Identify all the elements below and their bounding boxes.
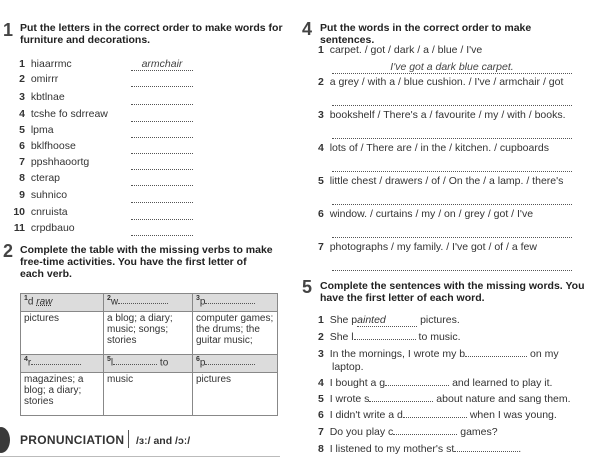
table-header-cell[interactable]: $^6$p xyxy=(193,355,278,373)
list-item: 4 lots of / There are / in the / kitchen. / cupboards xyxy=(318,142,549,154)
answer-blank[interactable] xyxy=(454,451,518,452)
answer-blank[interactable] xyxy=(131,61,193,71)
page-cut-line xyxy=(0,456,280,457)
answer-blank[interactable] xyxy=(131,112,193,122)
table-header-cell[interactable]: $^5$l to xyxy=(104,355,193,373)
list-item: 4 I bought a g and learned to play it. xyxy=(318,377,553,389)
answer-blank[interactable] xyxy=(131,77,193,87)
answer-blank[interactable] xyxy=(131,176,193,186)
list-item: 11 crpdbauo xyxy=(13,222,75,234)
answer-blank[interactable] xyxy=(332,261,572,271)
list-item: 3 bookshelf / There's a / favourite / my / with / books. xyxy=(318,109,566,121)
table-row xyxy=(21,294,278,312)
answer-blank[interactable] xyxy=(332,162,572,172)
answer-blank[interactable] xyxy=(332,195,572,205)
table-header-cell[interactable]: $^1$d raw xyxy=(21,294,104,312)
exercise-1-number: 1 xyxy=(3,20,14,40)
table-cell: pictures xyxy=(21,312,104,355)
exercise-2-heading-line2: free-time activities. You have the first letter of xyxy=(20,256,247,268)
answer-blank[interactable] xyxy=(131,193,193,203)
list-item: 6 bklfhoose xyxy=(19,140,76,152)
list-item: 2 She l to music. xyxy=(318,331,461,343)
answer-blank[interactable] xyxy=(385,385,449,386)
list-item: 4 tcshe fo sdrreaw xyxy=(19,108,108,120)
answer-blank[interactable] xyxy=(332,129,572,139)
exercise-1-heading-line1: Put the letters in the correct order to make words for xyxy=(20,22,283,34)
table-header-cell[interactable]: $^3$p xyxy=(193,294,278,312)
exercise-5-number: 5 xyxy=(302,277,313,297)
table-header-cell[interactable]: $^2$w xyxy=(104,294,193,312)
pronunciation-badge xyxy=(0,427,10,453)
pronunciation-title: PRONUNCIATION xyxy=(20,433,125,447)
list-item: 1 carpet. / got / dark / a / blue / I've xyxy=(318,44,483,56)
exercise-5-heading-line2: have the first letter of each word. xyxy=(320,292,485,304)
table-cell: pictures xyxy=(193,373,278,416)
answer-blank[interactable] xyxy=(332,228,572,238)
list-item: 7 Do you play c games? xyxy=(318,426,498,438)
list-item: 2 a grey / with a / blue cushion. / I've / armchair / got xyxy=(318,76,564,88)
answer-sentence: I've got a dark blue carpet. xyxy=(390,61,514,73)
table-cell: computer games; the drums; the guitar music; xyxy=(193,312,278,355)
exercise-2-heading-line3: each verb. xyxy=(20,268,72,280)
table-row xyxy=(21,355,278,373)
exercise-4-heading: Put the words in the correct order to make sentences. xyxy=(320,22,532,46)
answer-armchair: armchair xyxy=(141,58,183,70)
exercise-2-heading-line1: Complete the table with the missing verbs to make xyxy=(20,244,273,256)
list-item: 5 I wrote s about nature and sang them. xyxy=(318,393,571,405)
list-item: 3 In the mornings, I wrote my b on my xyxy=(318,348,559,360)
answer-blank[interactable] xyxy=(131,226,193,236)
answer-blank[interactable]: ainted xyxy=(357,314,417,327)
answer-blank[interactable] xyxy=(332,64,572,74)
answer-blank[interactable] xyxy=(369,401,433,402)
answer-blank[interactable] xyxy=(403,417,467,418)
list-item: 1 hiaarrmc xyxy=(19,58,72,70)
answer-blank[interactable] xyxy=(131,128,193,138)
list-item: 8 I listened to my mother's st . xyxy=(318,443,522,455)
answer-blank[interactable] xyxy=(332,96,572,106)
exercise-2-heading xyxy=(20,244,290,280)
list-item: 1 She painted pictures. xyxy=(318,314,460,326)
list-item: 3 kbtlnae xyxy=(19,91,65,103)
verbs-table xyxy=(20,293,278,416)
exercise-1-heading xyxy=(20,22,290,46)
pronunciation-divider xyxy=(128,430,129,448)
table-header-cell[interactable]: $^4$r xyxy=(21,355,104,373)
exercise-1-heading-line2: furniture and decorations. xyxy=(20,34,151,46)
table-row xyxy=(21,312,278,355)
answer-blank[interactable] xyxy=(131,144,193,154)
answer-blank[interactable] xyxy=(131,95,193,105)
answer-blank[interactable] xyxy=(131,210,193,220)
answer-blank[interactable] xyxy=(465,356,527,357)
list-item-continuation: laptop. xyxy=(332,361,364,373)
answer-blank[interactable] xyxy=(393,434,457,435)
list-item: 9 suhnico xyxy=(19,189,68,201)
exercise-4-number: 4 xyxy=(302,19,313,39)
table-cell: music xyxy=(104,373,193,416)
list-item: 6 window. / curtains / my / on / grey / got / I've xyxy=(318,208,534,220)
list-item: 2 omirrr xyxy=(19,73,59,85)
list-item: 5 little chest / drawers / of / On the / a lamp. / there's xyxy=(318,175,564,187)
answer-blank[interactable] xyxy=(131,160,193,170)
table-cell: a blog; a diary; music; songs; stories xyxy=(104,312,193,355)
exercise-2-number: 2 xyxy=(3,241,14,261)
table-row xyxy=(21,373,278,416)
answer-blank[interactable] xyxy=(354,339,416,340)
list-item: 6 I didn't write a d when I was young. xyxy=(318,409,557,421)
table-cell: magazines; a blog; a diary; stories xyxy=(21,373,104,416)
exercise-5-heading-line1: Complete the sentences with the missing words. You xyxy=(320,280,585,292)
list-item: 8 cterap xyxy=(19,172,61,184)
list-item: 7 photographs / my family. / I've got / of / a few xyxy=(318,241,537,253)
pronunciation-phonemes: /ɜː/ and /ɔː/ xyxy=(136,435,191,447)
list-item: 7 ppshhaoortg xyxy=(19,156,90,168)
exercise-5-heading xyxy=(320,280,588,304)
list-item: 5 lpma xyxy=(19,124,54,136)
list-item: 10 cnruista xyxy=(13,206,68,218)
